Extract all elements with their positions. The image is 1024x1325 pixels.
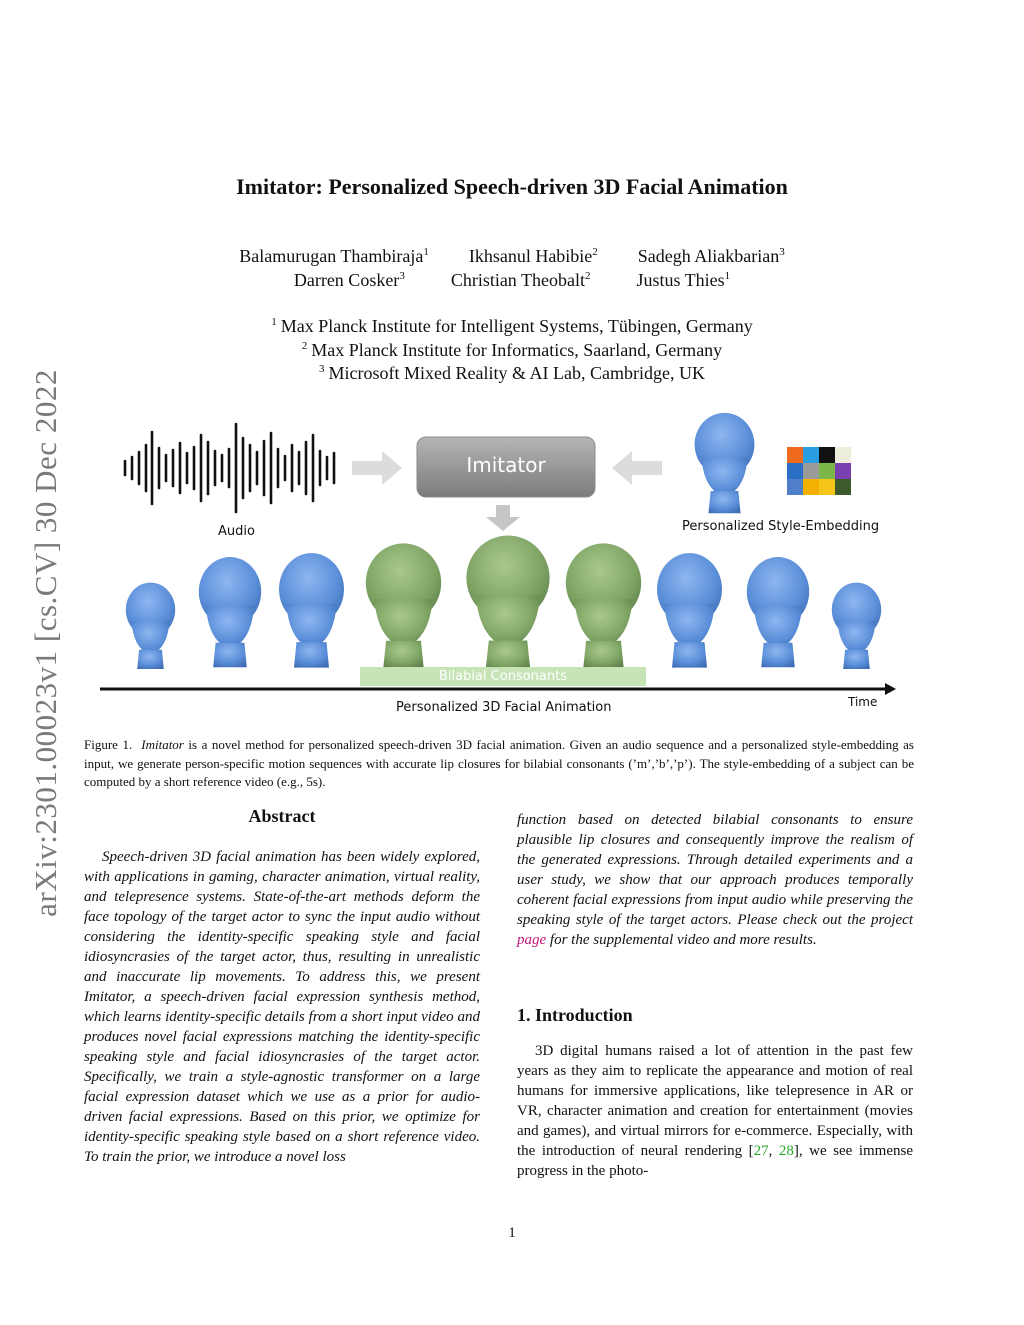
style-embedding-label: Personalized Style-Embedding bbox=[682, 519, 880, 534]
page-number: 1 bbox=[508, 1225, 516, 1241]
right-column bbox=[517, 810, 913, 1181]
author-row-2 bbox=[170, 264, 854, 288]
face-frame bbox=[366, 543, 441, 668]
arxiv-identifier-text: arXiv:2301.00023v1 [cs.CV] 30 Dec 2022 bbox=[28, 368, 63, 917]
author-list bbox=[170, 240, 854, 288]
author: Ikhsanul Habibie$^2$ bbox=[468, 246, 598, 266]
arrow-left-icon bbox=[612, 451, 662, 485]
abstract-text: Speech-driven 3D facial animation has been widely explored, with applications in gaming, character animation, virtual reality, and telepresence systems. State-of-the-art methods deform the face topology of the target actor to sync the input audio without considering the identity-specific speaking style and facial idiosyncrasies of the target actor, thus, resulting in unrealistic and inaccurate lip movements. To address this, we present Imitator, a speech-driven facial expression synthesis method, which learns identity-specific details from a short input video and produces novel facial expressions matching the identity-specific speaking style and facial idiosyncrasies of the target actor. Specifically, we train a style-agnostic transformer on a large facial expression dataset which we use as a prior for audio-driven facial expressions. Based on this prior, we optimize for identity-specific speaking style based on a short reference video. To train the prior, we introduce a novel loss bbox=[84, 849, 480, 1165]
palette-swatch bbox=[803, 447, 819, 463]
author: Christian Theobalt$^2$ bbox=[450, 270, 591, 290]
output-animation-label: Personalized 3D Facial Animation bbox=[396, 700, 612, 715]
author: Justus Thies$^1$ bbox=[636, 270, 731, 290]
style-embedding-palette-icon bbox=[787, 447, 851, 495]
palette-swatch bbox=[787, 479, 803, 495]
palette-swatch bbox=[819, 447, 835, 463]
bilabial-consonants-label: Bilabial Consonants bbox=[439, 669, 567, 684]
author: Sadegh Aliakbarian$^3$ bbox=[637, 246, 785, 266]
face-frame bbox=[657, 553, 722, 667]
author-row-1 bbox=[170, 240, 854, 264]
palette-swatch bbox=[835, 479, 851, 495]
palette-swatch bbox=[803, 463, 819, 479]
face-frame bbox=[466, 536, 549, 671]
abstract-heading: Abstract bbox=[248, 806, 316, 826]
abstract-continued: function based on detected bilabial consonants to ensure plausible lip closures and consequently improve the realism of the generated expressions. Through detailed experiments and a user study, we show that our approach produces temporally coherent facial expressions from input audio while preserving the speaking style of the target actors. Please check out the project page for the supplemental video and more results. bbox=[517, 812, 913, 948]
affiliation: $^2$ Max Planck Institute for Informatics, Saarland, Germany bbox=[301, 339, 723, 360]
abstract-column bbox=[84, 806, 480, 1167]
face-frame bbox=[126, 583, 175, 669]
palette-swatch bbox=[787, 447, 803, 463]
project-page-link[interactable]: page bbox=[517, 932, 547, 948]
citation-link[interactable]: 28 bbox=[778, 1143, 794, 1159]
introduction-heading: 1. Introduction bbox=[517, 1005, 633, 1025]
style-reference-head bbox=[695, 413, 755, 513]
face-frame bbox=[832, 583, 881, 669]
palette-swatch bbox=[835, 463, 851, 479]
time-label: Time bbox=[848, 695, 878, 709]
face-frame bbox=[279, 553, 344, 667]
palette-swatch bbox=[787, 463, 803, 479]
affiliation: $^1$ Max Planck Institute for Intelligent Systems, Tübingen, Germany bbox=[271, 316, 753, 336]
citation-link[interactable]: 27 bbox=[753, 1143, 769, 1159]
face-frame bbox=[747, 557, 809, 667]
animation-sequence bbox=[126, 536, 881, 671]
figure-1 bbox=[90, 405, 920, 725]
arrow-right-icon bbox=[352, 451, 402, 485]
face-frame bbox=[566, 543, 641, 668]
introduction-text: 3D digital humans raised a lot of attention in the past few years as they aim to replicate the appearance and motion of real humans for immersive applications, like telepresence in AR or VR, character animation and creation for entertainment (movies and games), and virtual mirrors for e-commerce. Especially, with the introduction of neural rendering [27, 28], we see immense progress in the photo- bbox=[517, 1043, 914, 1179]
palette-swatch bbox=[819, 463, 835, 479]
palette-swatch bbox=[819, 479, 835, 495]
palette-swatch bbox=[803, 479, 819, 495]
paper-title: Imitator: Personalized Speech-driven 3D Facial Animation bbox=[236, 174, 788, 199]
arrow-down-icon bbox=[486, 505, 520, 531]
face-frame bbox=[199, 557, 261, 667]
audio-label: Audio bbox=[218, 524, 255, 539]
imitator-label: Imitator bbox=[466, 453, 546, 477]
affiliation: $^3$ Microsoft Mixed Reality & AI Lab, Cambridge, UK bbox=[319, 363, 705, 383]
figure-caption: Figure 1. Imitator is a novel method for personalized speech-driven 3D facial animation. Given an audio sequence and a personalized style-embedding as input, we generate person-specific motion sequences with accurate lip closures for bilabial consonants (’m’,’b’,’p’). The style-embedding of a subject can be computed by a short reference video (e.g., 5s). bbox=[84, 737, 914, 789]
audio-waveform bbox=[125, 424, 334, 512]
palette-swatch bbox=[835, 447, 851, 463]
author: Balamurugan Thambiraja$^1$ bbox=[239, 246, 429, 266]
author: Darren Cosker$^3$ bbox=[293, 270, 405, 290]
affiliations bbox=[0, 311, 1024, 382]
arxiv-identifier bbox=[26, 350, 66, 935]
